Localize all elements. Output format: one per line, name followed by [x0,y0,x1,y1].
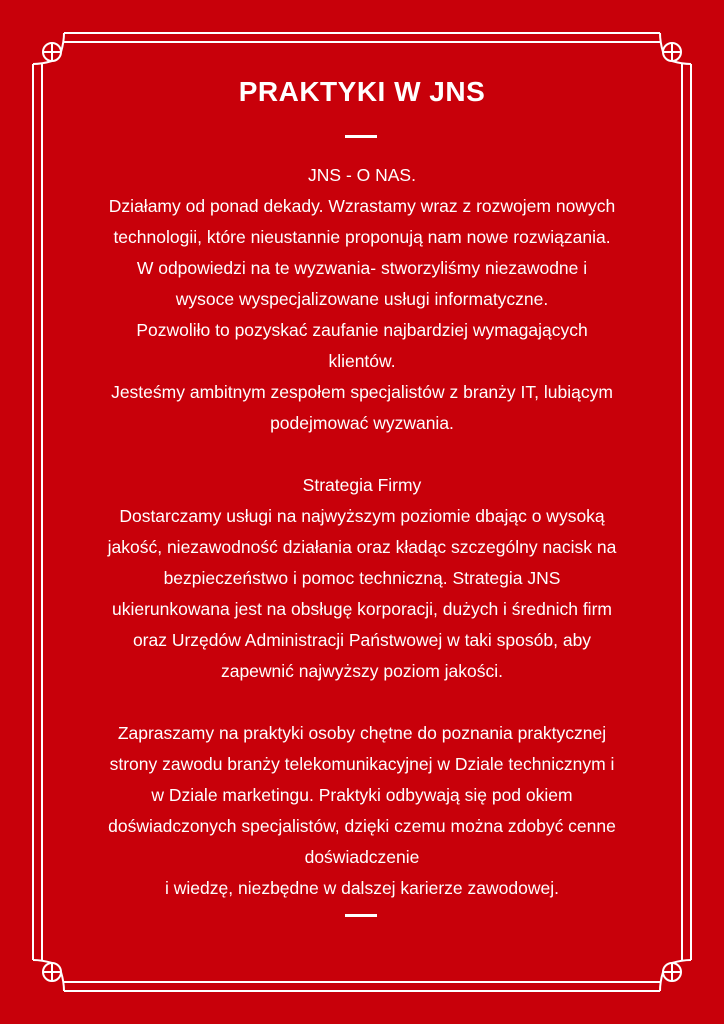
corner-ornament-top-right [660,33,691,64]
about-line: klientów. [328,351,396,371]
about-line: Działamy od ponad dekady. Wzrastamy wraz z rozwojem nowych [108,196,616,216]
strategy-line: bezpieczeństwo i pomoc techniczną. Strategia JNS [163,568,561,588]
invitation-line: doświadczonych specjalistów, dzięki czemu można zdobyć cenne [108,816,616,836]
main-content [50,160,674,904]
invitation-line: w Dziale marketingu. Praktyki odbywają się pod okiem [151,785,573,805]
about-line: podejmować wyzwania. [270,413,454,433]
about-section [50,160,674,439]
strategy-line: zapewnić najwyższy poziom jakości. [220,661,504,681]
strategy-section [50,470,674,687]
invitation-line: Zapraszamy na praktyki osoby chętne do poznania praktycznej [117,723,607,743]
corner-ornament-bottom-right [660,960,691,991]
strategy-line: Dostarczamy usługi na najwyższym poziomie dbając o wysoką [119,506,605,526]
corner-ornament-top-left [33,33,64,64]
about-line: Pozwoliło to pozyskać zaufanie najbardziej wymagających [136,320,588,340]
strategy-line: oraz Urzędów Administracji Państwowej w taki sposób, aby [132,630,592,650]
about-heading: JNS - O NAS. [308,165,416,185]
invitation-line: i wiedzę, niezbędne w dalszej karierze zawodowej. [165,878,559,898]
invitation-line: doświadczenie [304,847,420,867]
about-line: W odpowiedzi na te wyzwania- stworzyliśmy niezawodne i [136,258,588,278]
strategy-line: ukierunkowana jest na obsługę korporacji, dużych i średnich firm [112,599,612,619]
invitation-line: strony zawodu branży telekomunikacyjnej w Dziale technicznym i [109,754,615,774]
about-line: Jesteśmy ambitnym zespołem specjalistów z branży IT, lubiącym [111,382,613,402]
corner-ornament-bottom-left [33,960,64,991]
about-line: technologii, które nieustannie proponują nam nowe rozwiązania. [113,227,611,247]
about-line: wysoce wyspecjalizowane usługi informatyczne. [175,289,549,309]
strategy-line: jakość, niezawodność działania oraz kładąc szczególny nacisk na [107,537,617,557]
invitation-section [50,718,674,904]
title-divider [345,135,377,138]
bottom-divider [345,914,377,917]
strategy-heading: Strategia Firmy [302,475,422,495]
page-title: PRAKTYKI W JNS [238,76,486,107]
section-spacer [50,687,674,718]
section-spacer [50,439,674,470]
